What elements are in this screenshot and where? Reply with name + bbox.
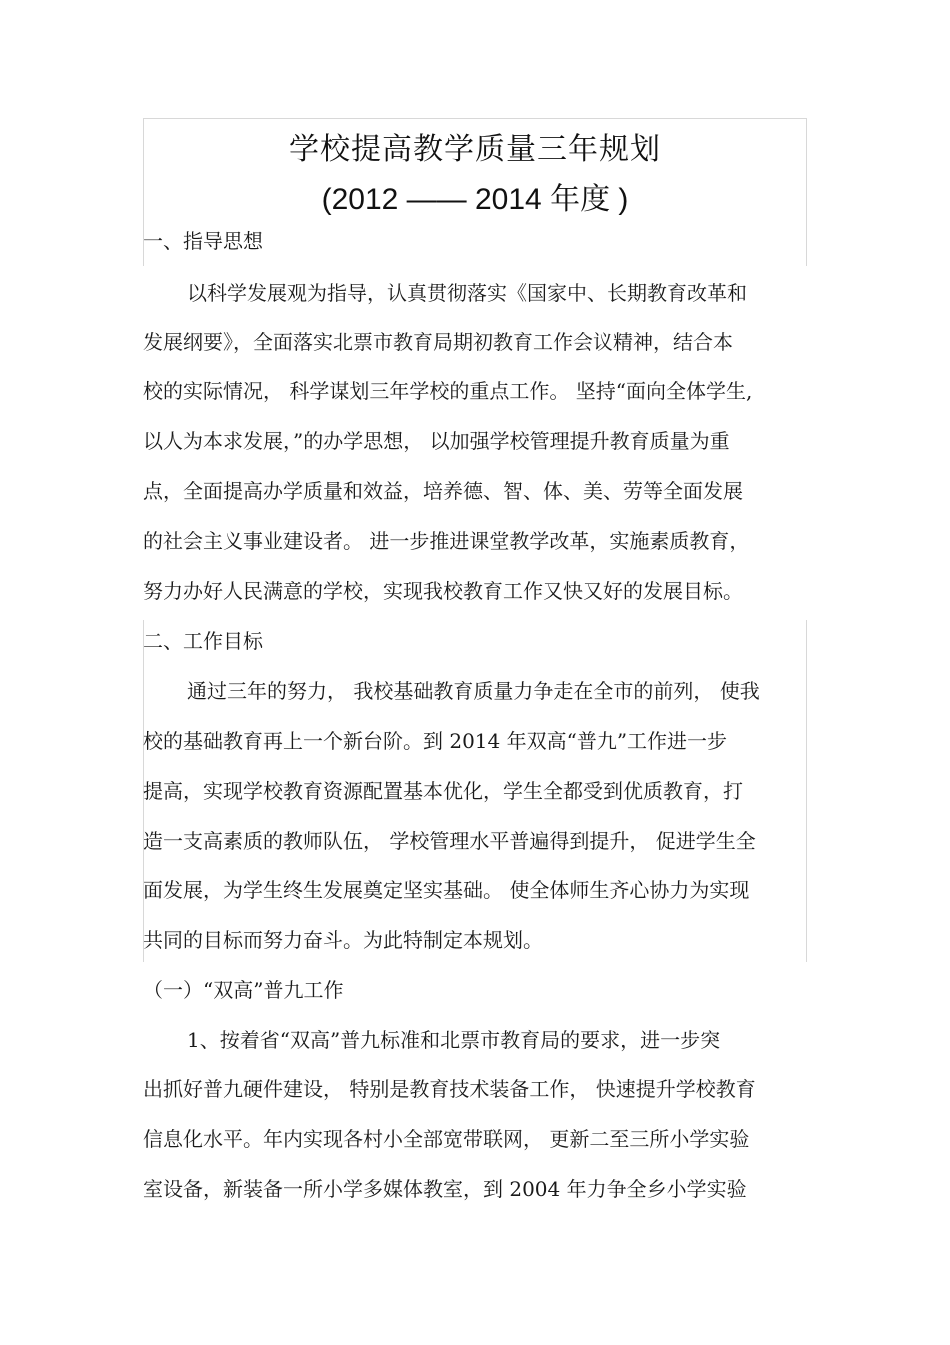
paragraph-line: 造一支高素质的教师队伍， 学校管理水平普遍得到提升， 促进学生全 [143,829,756,853]
paragraph-line: 通过三年的努力， 我校基础教育质量力争走在全市的前列， 使我 [187,679,760,703]
paragraph-line: 信息化水平。年内实现各村小全部宽带联网， 更新二至三所小学实验 [143,1127,750,1151]
paragraph-line: 提高，实现学校教育资源配置基本优化，学生全都受到优质教育，打 [143,779,743,803]
document-title: 学校提高教学质量三年规划 [289,132,661,167]
paragraph-line: 面发展，为学生终生发展奠定坚实基础。 使全体师生齐心协力为实现 [143,878,750,902]
paragraph-line: 发展纲要》，全面落实北票市教育局期初教育工作会议精神，结合本 [143,330,733,354]
paragraph-line: 以科学发展观为指导，认真贯彻落实《国家中、长期教育改革和 [187,281,747,305]
paragraph-line: 1、按着省“双高”普九标准和北票市教育局的要求，进一步突 [187,1028,721,1052]
paragraph-line: 共同的目标而努力奋斗。为此特制定本规划。 [143,928,543,952]
section-heading-work-goals: 二、工作目标 [143,629,263,653]
paragraph-line: 努力办好人民满意的学校，实现我校教育工作又快又好的发展目标。 [143,579,743,603]
paragraph-line: 点，全面提高办学质量和效益，培养德、智、体、美、劳等全面发展 [143,479,743,503]
section-heading-guiding-ideology: 一、指导思想 [143,229,263,253]
paragraph-line: 校的实际情况， 科学谋划三年学校的重点工作。 坚持“面向全体学生, [143,379,753,403]
paragraph-line: 以人为本求发展，”的办学思想， 以加强学校管理提升教育质量为重 [143,429,730,453]
paragraph-line: 校的基础教育再上一个新台阶。到 2014 年双高“普九”工作进一步 [143,729,728,753]
paragraph-line: 室设备，新装备一所小学多媒体教室，到 2004 年力争全乡小学实验 [143,1177,747,1201]
document-subtitle: (2012 —— 2014 年度 ) [321,183,629,216]
paragraph-line: 的社会主义事业建设者。 进一步推进课堂教学改革，实施素质教育， [143,529,750,553]
frame-top-border [143,118,807,119]
subsection-heading-double-high: （一）“双高”普九工作 [143,978,344,1002]
paragraph-line: 出抓好普九硬件建设， 特别是教育技术装备工作， 快速提升学校教育 [143,1077,756,1101]
